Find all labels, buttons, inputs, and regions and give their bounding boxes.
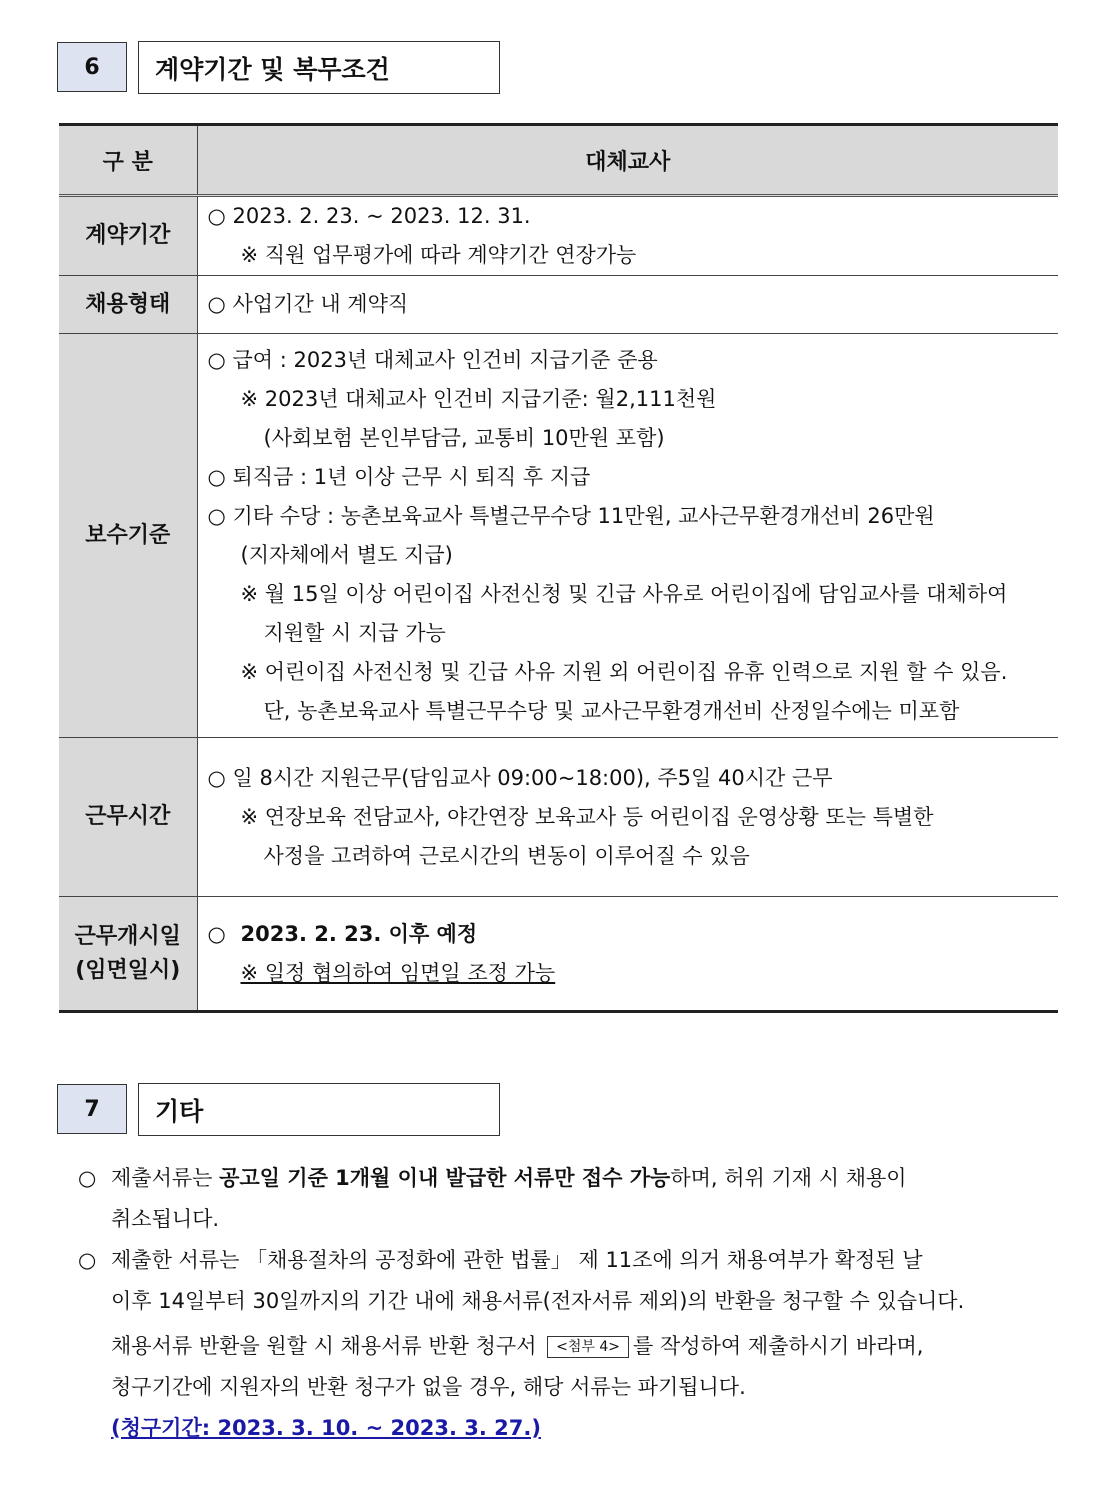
pay-salary-note: ※ 2023년 대체교사 인건비 지급기준: 월2,111천원	[240, 386, 717, 411]
pay-salary-note-detail: (사회보험 본인부담금, 교통비 10만원 포함)	[263, 425, 665, 450]
pay-allowance-note-1-cont: 지원할 시 지급 가능	[263, 620, 446, 645]
etc-item-2-line-5	[78, 1408, 1058, 1449]
contract-note: ※ 직원 업무평가에 따라 계약기간 연장가능	[240, 243, 637, 267]
etc-item-2-line-3	[78, 1326, 1058, 1367]
attachment-4-badge: <첨부 4>	[547, 1336, 629, 1358]
etc-item-1-line-1	[78, 1158, 1058, 1199]
section-7-body	[78, 1158, 1058, 1449]
hours-note-cont: 사정을 고려하여 근로시간의 변동이 이루어질 수 있음	[263, 843, 750, 868]
table-row-contract	[59, 196, 1058, 276]
pay-allowance-note-1: ※ 월 15일 이상 어린이집 사전신청 및 긴급 사유로 어린이집에 담임교사를 대체하여	[240, 581, 1008, 606]
etc-item-2-line-2: 이후 14일부터 30일까지의 기간 내에 채용서류(전자서류 제외)의 반환을 청구할 수 있습니다.	[111, 1289, 965, 1313]
hours-note: ※ 연장보육 전담교사, 야간연장 보육교사 등 어린이집 운영상황 또는 특별한	[240, 804, 934, 829]
row-content-hours	[197, 738, 1058, 897]
row-label-contract: 계약기간	[59, 196, 197, 276]
etc-item-2-l1: 제출한 서류는 「채용절차의 공정화에 관한 법률」 제 11조에 의거 채용여부가 확정된 날	[111, 1248, 923, 1272]
start-date-bullet: ○	[207, 921, 226, 946]
claim-period: (청구기간: 2023. 3. 10. ~ 2023. 3. 27.)	[111, 1416, 541, 1440]
section-6-title: 계약기간 및 복무조건	[138, 41, 500, 94]
etc-item-2-line-4: 청구기간에 지원자의 반환 청구가 없을 경우, 해당 서류는 파기됩니다.	[111, 1375, 746, 1399]
row-label-pay: 보수기준	[59, 334, 197, 738]
table-row-employment	[59, 276, 1058, 334]
pay-allowance-note-2: ※ 어린이집 사전신청 및 긴급 사유 지원 외 어린이집 유휴 인력으로 지원 할 수 있음.	[240, 659, 1008, 684]
hours-main: ○ 일 8시간 지원근무(담임교사 09:00~18:00), 주5일 40시간 근무	[207, 765, 833, 790]
row-content-contract	[197, 196, 1058, 276]
row-label-hours: 근무시간	[59, 738, 197, 897]
row-label-start	[59, 897, 197, 1012]
etc-item-2-bullet: ○	[78, 1248, 97, 1272]
contract-period: ○ 2023. 2. 23. ~ 2023. 12. 31.	[207, 204, 531, 228]
row-content-start	[197, 897, 1058, 1012]
section-7-title: 기타	[138, 1083, 500, 1136]
start-date	[208, 915, 1049, 954]
row-label-start-2: (임면일시)	[75, 957, 181, 983]
table-row-start	[59, 897, 1058, 1012]
section-6-number: 6	[57, 42, 127, 92]
etc-item-2-l3b: 를 작성하여 제출하시기 바라며,	[633, 1334, 924, 1358]
row-content-pay	[197, 334, 1058, 738]
section-7-number: 7	[57, 1084, 127, 1134]
etc-item-1-line-2: 취소됩니다.	[111, 1207, 220, 1231]
etc-item-1-bold: 공고일 기준 1개월 이내 발급한 서류만 접수 가능	[219, 1166, 671, 1190]
header-category: 구 분	[59, 125, 197, 196]
start-date-text: 2023. 2. 23. 이후 예정	[240, 921, 478, 946]
start-date-note	[208, 954, 1049, 993]
etc-item-2-l3a: 채용서류 반환을 원할 시 채용서류 반환 청구서	[111, 1334, 537, 1358]
etc-item-1-bullet: ○	[78, 1166, 97, 1190]
etc-item-1-c: 하며, 허위 기재 시 채용이	[670, 1166, 907, 1190]
pay-severance: ○ 퇴직금 : 1년 이상 근무 시 퇴직 후 지급	[207, 464, 591, 489]
start-date-note-text: ※ 일정 협의하여 임면일 조정 가능	[240, 960, 556, 985]
etc-item-2-line-1	[78, 1240, 1058, 1281]
etc-item-1-a: 제출서류는	[111, 1166, 220, 1190]
row-content-employment	[197, 276, 1058, 334]
table-row-pay	[59, 334, 1058, 738]
pay-allowance-note-2-cont: 단, 농촌보육교사 특별근무수당 및 교사근무환경개선비 산정일수에는 미포함	[263, 698, 960, 723]
header-substitute-teacher: 대체교사	[197, 125, 1058, 196]
table-header-row	[59, 125, 1058, 196]
pay-allowance-detail: (지자체에서 별도 지급)	[240, 542, 453, 567]
table-row-hours	[59, 738, 1058, 897]
row-label-start-1: 근무개시일	[74, 923, 181, 949]
pay-salary: ○ 급여 : 2023년 대체교사 인건비 지급기준 준용	[207, 347, 658, 372]
employment-type: ○ 사업기간 내 계약직	[207, 292, 409, 316]
row-label-employment: 채용형태	[59, 276, 197, 334]
pay-allowance: ○ 기타 수당 : 농촌보육교사 특별근무수당 11만원, 교사근무환경개선비 26만원	[207, 503, 935, 528]
conditions-table	[59, 123, 1058, 1013]
